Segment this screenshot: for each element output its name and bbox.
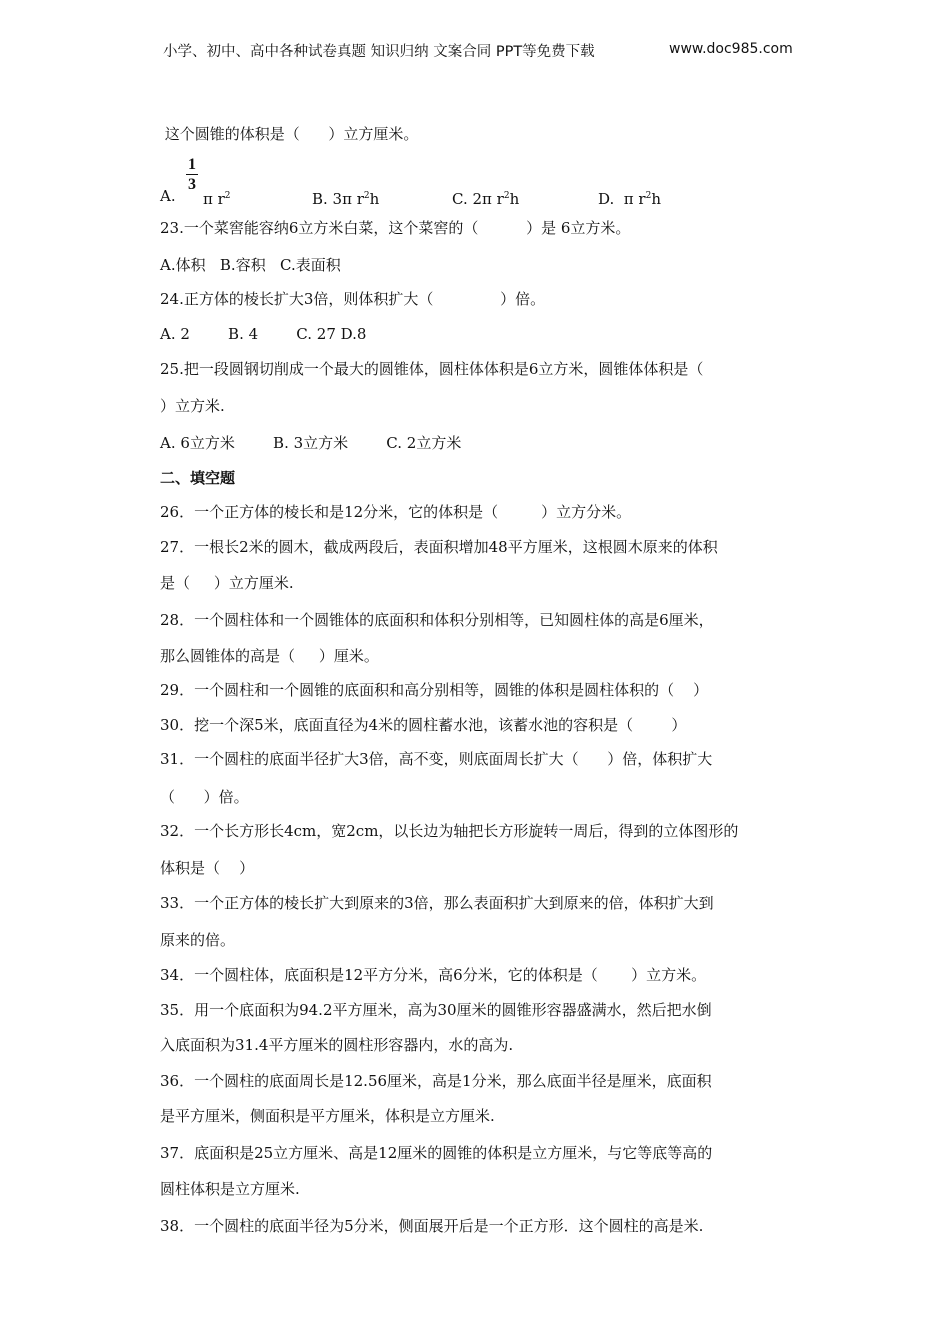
- question-line: 23.一个菜窖能容纳6立方米白菜，这个菜窖的（ ）是 6立方米。: [160, 219, 631, 237]
- fill-line: 29．一个圆柱和一个圆锥的底面积和高分别相等，圆锥的体积是圆柱体积的（ ）: [160, 681, 709, 699]
- question-line: 25.把一段圆钢切削成一个最大的圆锥体，圆柱体体积是6立方米，圆锥体体积是（: [160, 360, 704, 378]
- fill-line: 26．一个正方体的棱长和是12分米，它的体积是（ ）立方分米。: [160, 503, 632, 521]
- option-a: A.: [160, 187, 176, 205]
- fill-line: 30．挖一个深5米，底面直径为4米的圆柱蓄水池，该蓄水池的容积是（ ）: [160, 716, 687, 734]
- fill-line: （ ）倍。: [160, 788, 249, 806]
- fill-line: 27．一根长2米的圆木，截成两段后，表面积增加48平方厘米，这根圆木原来的体积: [160, 538, 718, 556]
- question-line: ）立方米.: [160, 397, 225, 415]
- denominator: 3: [188, 176, 196, 193]
- fill-line: 28．一个圆柱体和一个圆锥体的底面积和体积分别相等，已知圆柱体的高是6厘米，: [160, 611, 714, 629]
- question-line: A. 2 B. 4 C. 27 D.8: [160, 325, 367, 343]
- fill-line: 体积是（ ）: [160, 859, 255, 877]
- fill-line: 原来的倍。: [160, 931, 236, 949]
- fill-line: 35．用一个底面积为94.2平方厘米，高为30厘米的圆锥形容器盛满水，然后把水倒: [160, 1001, 712, 1019]
- question-line: 24.正方体的棱长扩大3倍，则体积扩大（ ）倍。: [160, 290, 546, 308]
- fill-line: 34．一个圆柱体，底面积是12平方分米，高6分米，它的体积是（ ）立方米。: [160, 966, 707, 984]
- fraction-one-third: [186, 156, 198, 193]
- option-a-tail: π $r^2$: [203, 190, 231, 208]
- fill-line: 38．一个圆柱的底面半径为5分米，侧面展开后是一个正方形．这个圆柱的高是米.: [160, 1217, 704, 1235]
- option-b: B. 3π $r^2h$: [312, 190, 380, 208]
- option-d: D. π $r^2h$: [598, 190, 661, 208]
- fill-line: 36．一个圆柱的底面周长是12.56厘米，高是1分米，那么底面半径是厘米，底面积: [160, 1072, 712, 1090]
- header-banner: 小学、初中、高中各种试卷真题 知识归纳 文案合同 PPT等免费下载: [163, 44, 595, 60]
- section-title: 二、填空题: [160, 469, 236, 487]
- fill-line: 是平方厘米，侧面积是平方厘米，体积是立方厘米.: [160, 1107, 495, 1125]
- fill-line: 入底面积为31.4平方厘米的圆柱形容器内，水的高为.: [160, 1036, 514, 1054]
- fill-line: 是（ ）立方厘米.: [160, 574, 294, 592]
- fill-line: 圆柱体积是立方厘米.: [160, 1180, 300, 1198]
- fill-line: 31．一个圆柱的底面半径扩大3倍，高不变，则底面周长扩大（ ）倍，体积扩大: [160, 750, 713, 768]
- question-line: A. 6立方米 B. 3立方米 C. 2立方米: [160, 434, 462, 452]
- header-url[interactable]: www.doc985.com: [669, 41, 793, 57]
- numerator: 1: [188, 156, 196, 173]
- fill-line: 37．底面积是25立方厘米、高是12厘米的圆锥的体积是立方厘米，与它等底等高的: [160, 1144, 713, 1162]
- fill-line: 33．一个正方体的棱长扩大到原来的3倍，那么表面积扩大到原来的倍，体积扩大到: [160, 894, 714, 912]
- fraction-bar: [186, 174, 198, 175]
- option-c: C. 2π $r^2h$: [452, 190, 520, 208]
- fill-line: 32．一个长方形长4cm，宽2cm，以长边为轴把长方形旋转一周后，得到的立体图形的: [160, 822, 739, 840]
- question-line: A.体积 B.容积 C.表面积: [160, 256, 341, 274]
- fill-line: 那么圆锥体的高是（ ）厘米。: [160, 647, 379, 665]
- question-stem: 这个圆锥的体积是（ ）立方厘米。: [160, 125, 419, 143]
